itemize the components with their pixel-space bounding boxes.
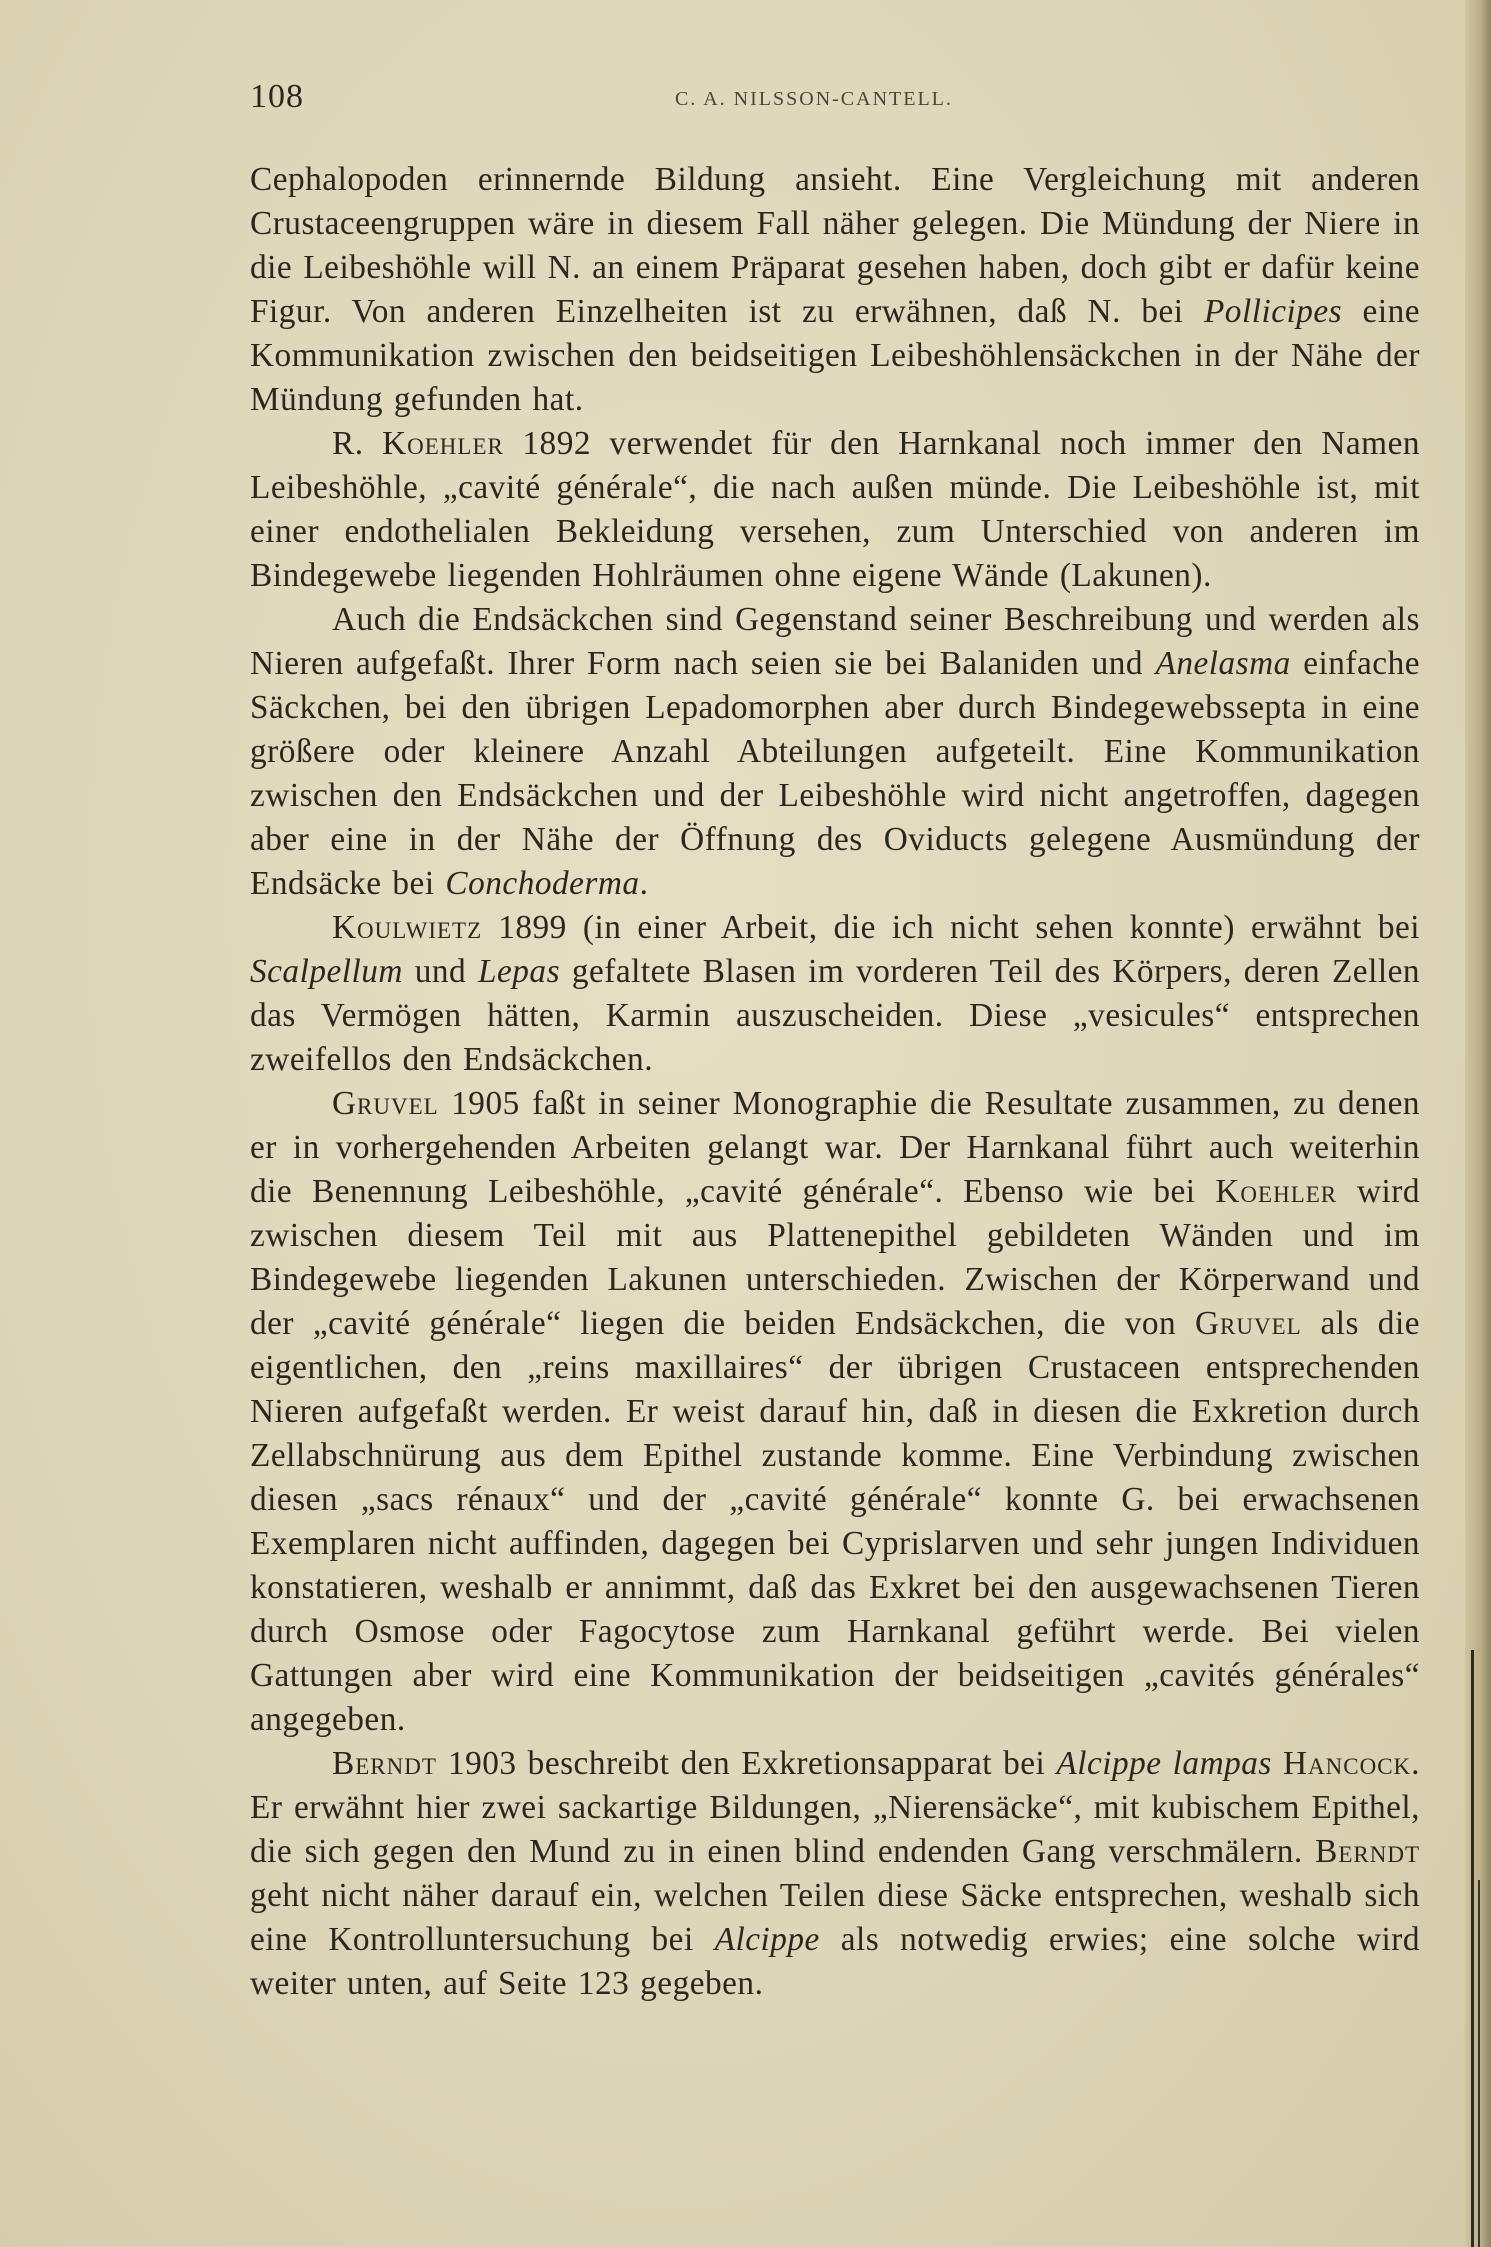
page-header (250, 78, 1410, 126)
author-name: Koehler (1215, 1173, 1338, 1210)
text-run: gefaltete Blasen im vorderen Teil des Körpers, deren Zellen das Vermögen hätten, Karmin auszuscheiden. Diese „vesicules“ entsprechen zweifellos den Endsäckchen. (250, 953, 1420, 1078)
text-run: eine Kommunikation zwischen den beidseitigen Leibeshöhlensäckchen in der Nähe der Mündung gefunden hat. (250, 293, 1420, 418)
text-run (1272, 1745, 1283, 1782)
text-run: Auch die Endsäckchen sind Gegenstand seiner Beschreibung und werden als Nieren aufgefaßt. Ihrer Form nach seien sie bei Balaniden und (250, 601, 1420, 682)
author-name: Gruvel (332, 1085, 439, 1122)
text-run: R. (332, 425, 383, 462)
text-run: einfache Säckchen, bei den übrigen Lepadomorphen aber durch Bindegewebssepta in eine größere oder kleinere Anzahl Abteilungen aufgeteilt. Eine Kommunikation zwischen den Endsäckchen und der Leibeshöhle wird nicht angetroffen, dagegen aber eine in der Nähe der Öffnung des Oviducts gelegene Ausmündung der Endsäcke bei (250, 645, 1420, 902)
text-run: . Er erwähnt hier zwei sackartige Bildungen, „Nierensäcke“, mit kubischem Epithel, die sich gegen den Mund zu in einen blind endenden Gang verschmälern. (250, 1745, 1420, 1870)
taxon-name: Conchoderma (445, 865, 640, 902)
taxon-name: Pollicipes (1203, 293, 1343, 330)
text-run: und (402, 953, 478, 990)
paragraph-koulwietz (250, 906, 1420, 1082)
text-run: 1892 verwendet für den Harnkanal noch immer den Namen Leibeshöhle, „cavité générale“, die nach außen münde. Die Leibeshöhle ist, mit einer endothelialen Bekleidung versehen, zum Unterschied von anderen im Bindegewebe liegenden Hohlräumen ohne eigene Wände (Lakunen). (250, 425, 1420, 594)
text-run: wird zwischen diesem Teil mit aus Plattenepithel gebildeten Wänden und im Bindegewebe liegenden Lakunen unterschieden. Zwischen der Körperwand und der „cavité générale“ liegen die beiden Endsäckchen, die von (250, 1173, 1420, 1342)
body-text (250, 158, 1420, 2006)
author-name: Berndt (332, 1745, 437, 1782)
author-name: Koulwietz (332, 909, 483, 946)
text-run: 1905 faßt in seiner Monographie die Resultate zusammen, zu denen er in vorhergehenden Arbeiten gelangt war. Der Harnkanal führt auch weiterhin die Benennung Leibeshöhle, „cavité générale“. Ebenso wie bei (250, 1085, 1420, 1210)
running-head: C. A. NILSSON-CANTELL. (675, 88, 953, 110)
text-run: . (639, 865, 649, 902)
paragraph-endsaeckchen (250, 598, 1420, 906)
author-name: Berndt (1315, 1833, 1420, 1870)
taxon-name: Scalpellum (250, 953, 403, 990)
author-name: Koehler (382, 425, 504, 462)
text-run: als notwedig erwies; eine solche wird weiter unten, auf Seite 123 gegeben. (250, 1921, 1420, 2002)
paragraph-continuation (250, 158, 1420, 422)
text-run: geht nicht näher darauf ein, welchen Teilen diese Säcke entsprechen, weshalb sich eine Kontrolluntersuchung bei (250, 1877, 1420, 1958)
text-run: 1899 (in einer Arbeit, die ich nicht sehen konnte) erwähnt bei (482, 909, 1420, 946)
text-run: als die eigentlichen, den „reins maxillaires“ der übrigen Crustaceen entsprechenden Nieren aufgefaßt werden. Er weist darauf hin, daß in diesen die Exkretion durch Zellabschnürung aus dem Epithel zustande komme. Eine Verbindung zwischen diesen „sacs rénaux“ und der „cavité générale“ konnte G. bei erwachsenen Exemplaren nicht auffinden, dagegen bei Cyprislarven und sehr jungen Individuen konstatieren, weshalb er annimmt, daß das Exkret bei den ausgewachsenen Tieren durch Osmose oder Fagocytose zum Harnkanal geführt werde. Bei vielen Gattungen aber wird eine Kommunikation der beidseitigen „cavités générales“ angegeben. (250, 1305, 1420, 1738)
taxon-name: Alcippe (714, 1921, 820, 1958)
taxon-name: Alcippe lampas (1056, 1745, 1272, 1782)
author-name: Gruvel (1194, 1305, 1302, 1342)
paragraph-koehler (250, 422, 1420, 598)
page-edge-binding (1465, 0, 1491, 2247)
taxon-name: Lepas (477, 953, 561, 990)
paragraph-gruvel (250, 1082, 1420, 1742)
taxon-name: Anelasma (1155, 645, 1291, 682)
text-run: Cephalopoden erinnernde Bildung ansieht. Eine Vergleichung mit anderen Crustaceengruppen wäre in diesem Fall näher gelegen. Die Mündung der Niere in die Leibeshöhle will N. an einem Präparat gesehen haben, doch gibt er dafür keine Figur. Von anderen Einzelheiten ist zu erwähnen, daß N. bei (250, 161, 1420, 330)
page-number: 108 (250, 78, 304, 115)
paragraph-berndt (250, 1742, 1420, 2006)
text-run: 1903 beschreibt den Exkretionsapparat bei (436, 1745, 1057, 1782)
author-name: Hancock (1283, 1745, 1412, 1782)
